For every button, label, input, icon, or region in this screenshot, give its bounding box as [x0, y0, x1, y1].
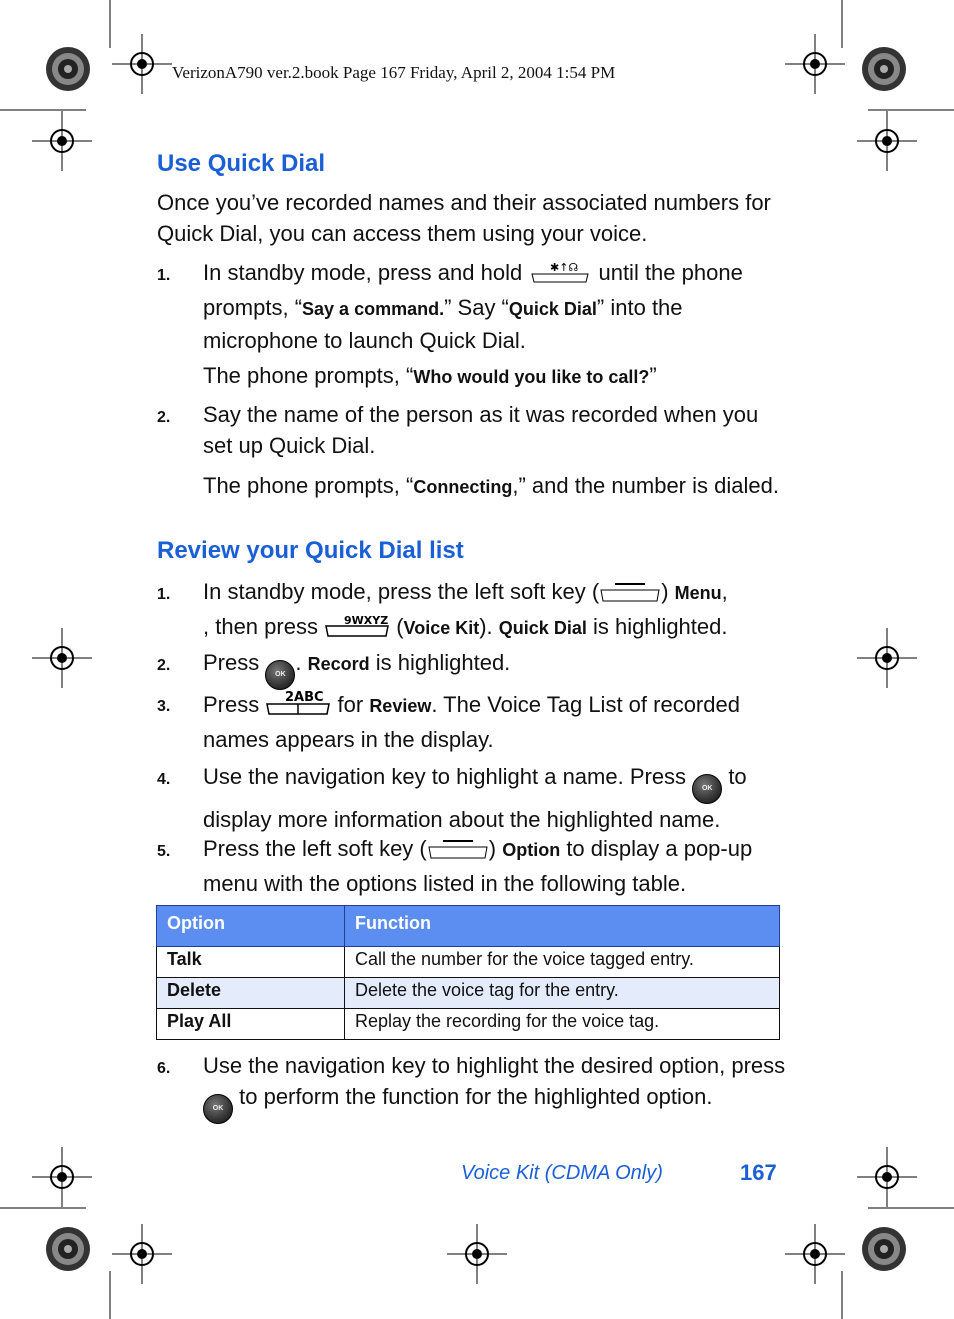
- svg-text:9WXYZ: 9WXYZ: [344, 614, 389, 627]
- options-table: [156, 905, 780, 1040]
- section-intro: Once you’ve recorded names and their associated numbers for Quick Dial, you can access them using your voice.: [157, 190, 771, 246]
- section-title-review-list: Review your Quick Dial list: [157, 537, 464, 564]
- table-row: Talk Call the number for the voice tagged entry.: [157, 947, 780, 978]
- print-header: VerizonA790 ver.2.book Page 167 Friday, April 2, 2004 1:54 PM: [172, 63, 616, 82]
- table-header-function: Function: [345, 906, 780, 947]
- svg-text:✱↑☊: ✱↑☊: [550, 261, 579, 274]
- star-key-icon: [528, 260, 592, 292]
- footer-section-name: Voice Kit (CDMA Only): [461, 1162, 663, 1184]
- ok-key-icon: OK: [203, 1094, 233, 1124]
- table-row: Play All Replay the recording for the voice tag.: [157, 1009, 780, 1040]
- step-note: The phone prompts, “Connecting,” and the number is dialed.: [203, 473, 779, 498]
- svg-text:2ABC: 2ABC: [285, 690, 324, 705]
- step-note: The phone prompts, “Who would you like to call?”: [203, 363, 657, 388]
- table-row: Delete Delete the voice tag for the entry.: [157, 978, 780, 1009]
- ok-key-icon: OK: [265, 660, 295, 690]
- two-key-icon: [265, 688, 331, 724]
- ok-key-icon: OK: [692, 774, 722, 804]
- page-number: 167: [740, 1160, 777, 1185]
- nine-key-icon: [324, 612, 390, 646]
- section-title-use-quick-dial: Use Quick Dial: [157, 150, 326, 177]
- left-soft-key-icon: [427, 837, 489, 868]
- left-soft-key-icon: [599, 580, 661, 611]
- table-header-option: Option: [157, 906, 345, 947]
